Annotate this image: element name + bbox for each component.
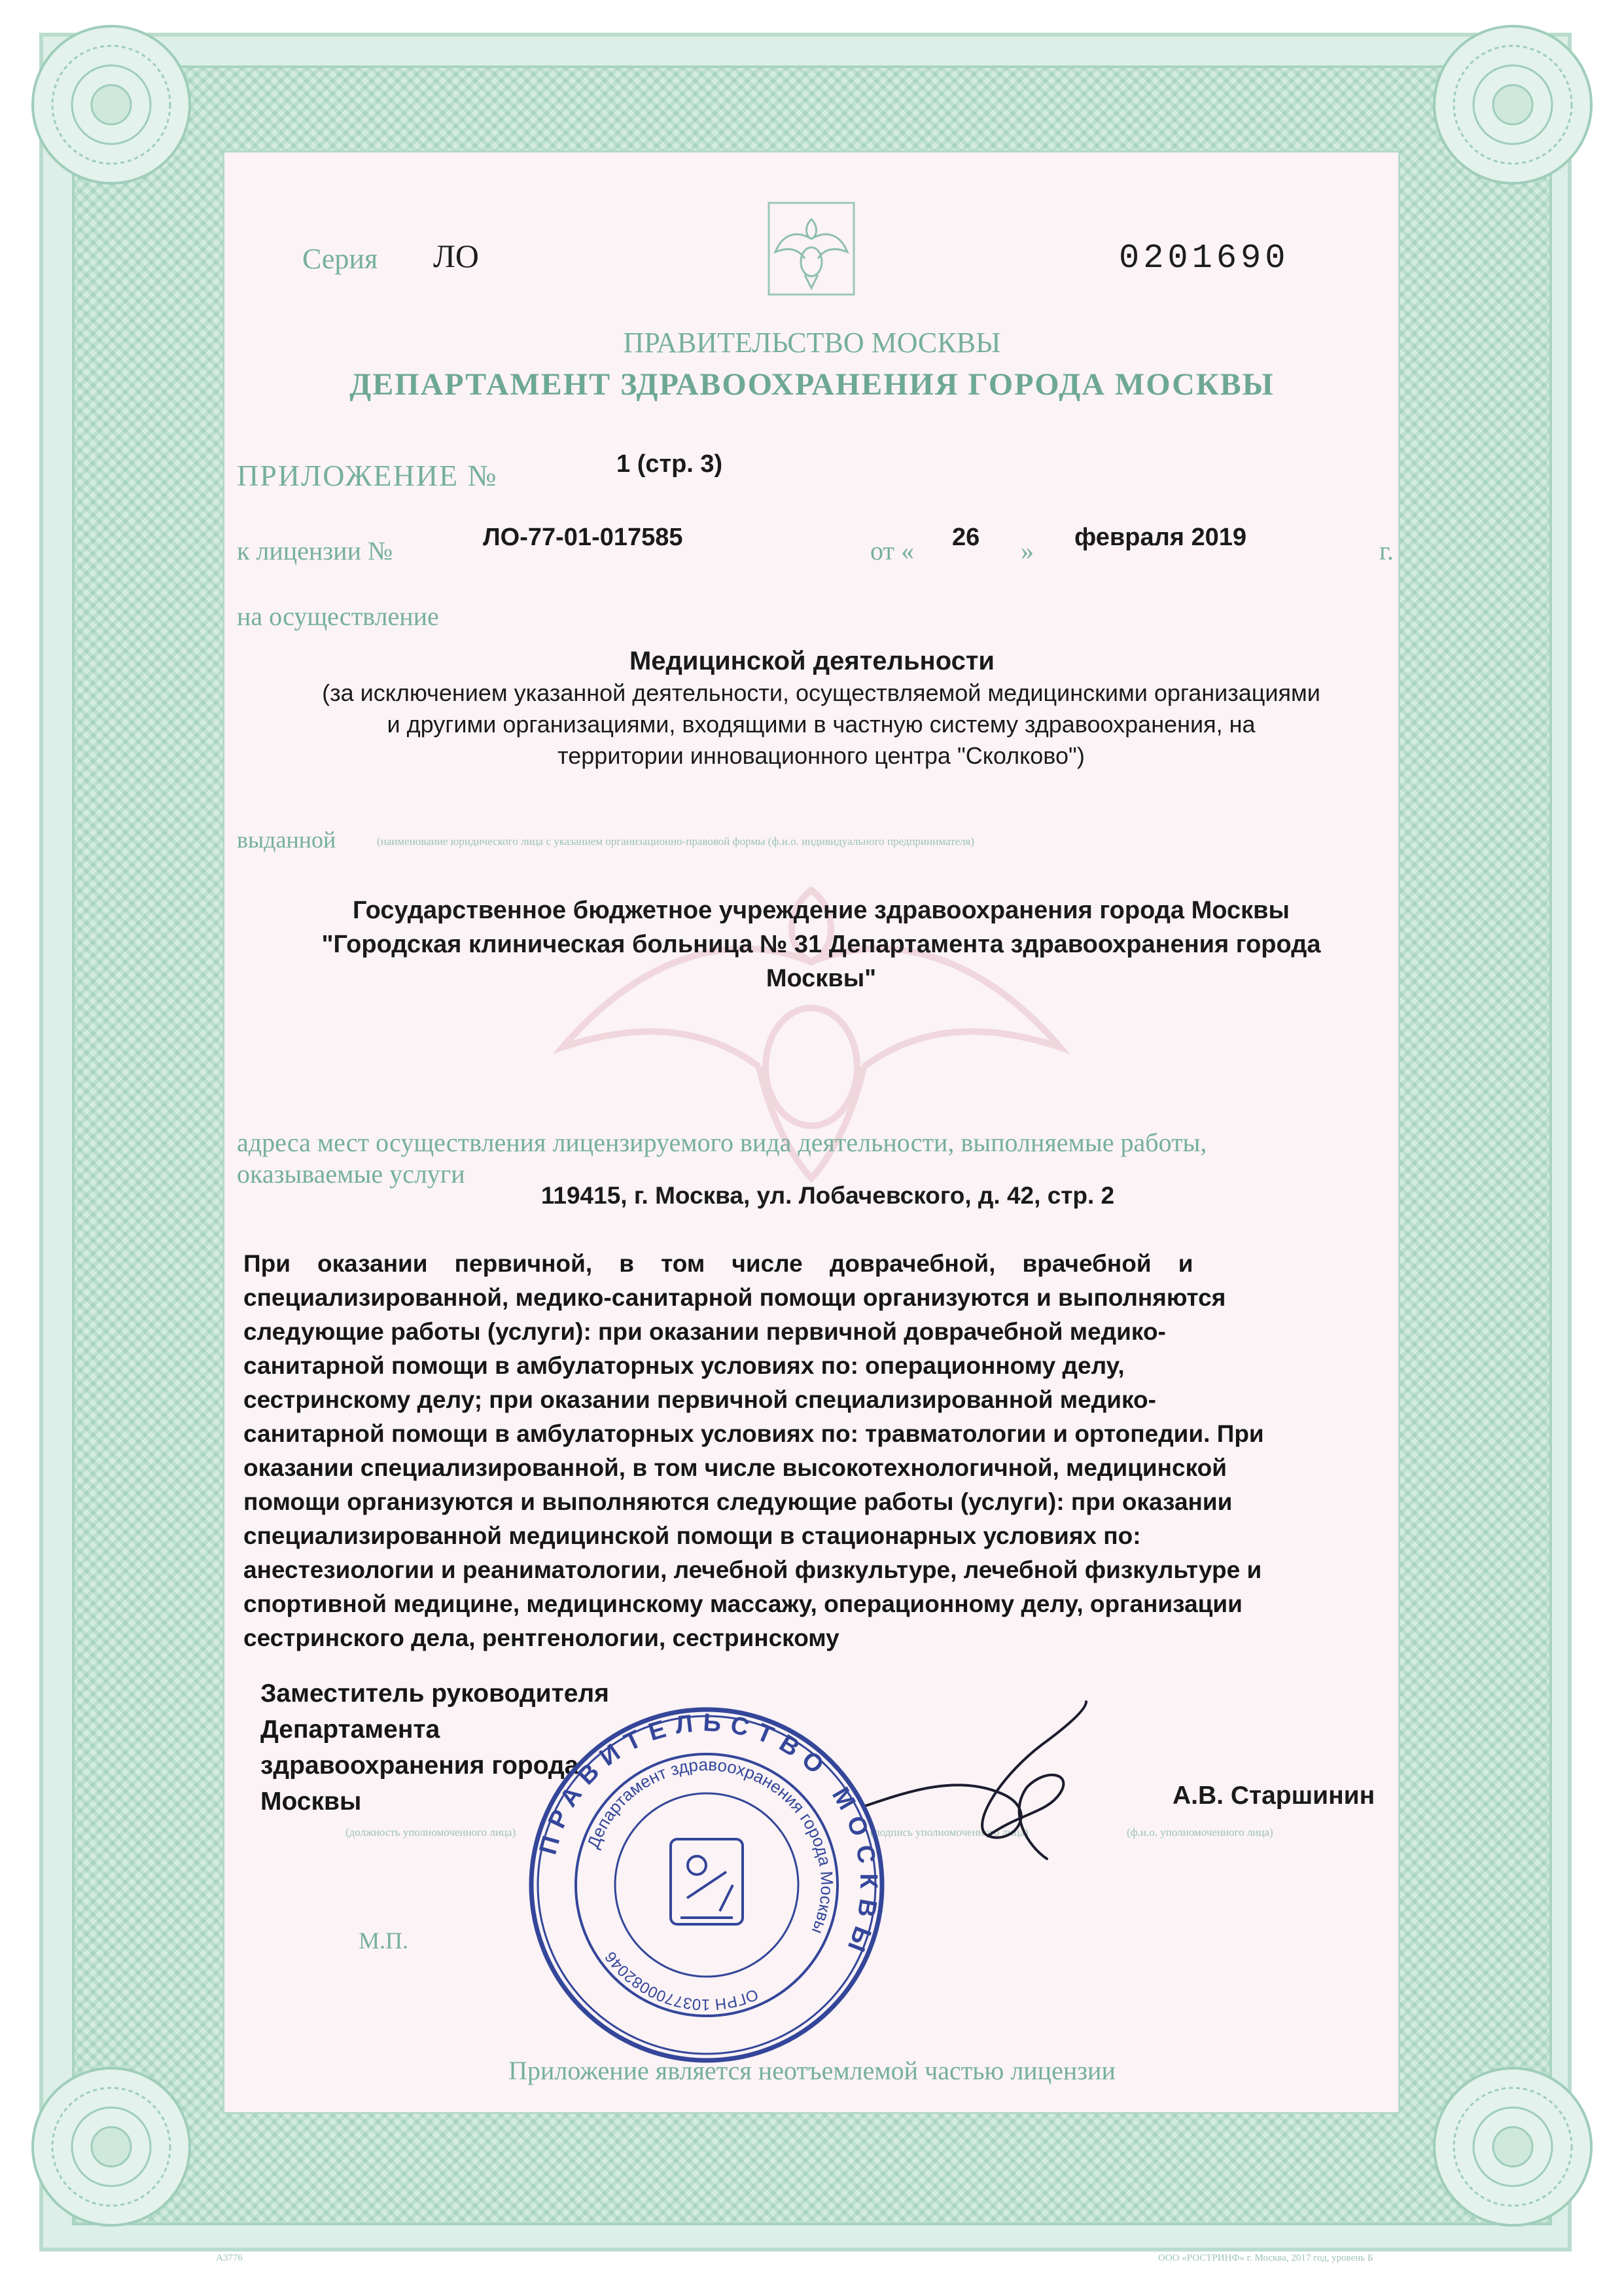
address-value: 119415, г. Москва, ул. Лобачевского, д. 42, стр. 2 (540, 1182, 1115, 1209)
services-line: сестринскому делу; при оказании первичной специализированной медико- (243, 1386, 1156, 1413)
signatory-name: А.В. Старшинин (1173, 1782, 1375, 1810)
services-line: спортивной медицине, медицинскому массажу, операционному делу, организации (243, 1590, 1243, 1617)
services-line: специализированной, медико-санитарной помощи организуются и выполняются (243, 1284, 1226, 1311)
coat-of-arms-russia-icon (766, 200, 857, 298)
position-hint: (должность уполномоченного лица) (345, 1826, 516, 1839)
signature-hint: (подпись уполномоченного лица) (870, 1826, 1029, 1839)
license-label: к лицензии № (237, 536, 393, 565)
appendix-number: 1 (стр. 3) (616, 450, 723, 478)
organization-line: "Городская клиническая больница № 31 Департамента здравоохранения города (321, 931, 1321, 958)
organization-line: Москвы" (766, 965, 877, 992)
printer-note: ООО «РОСТРИНФ» г. Москва, 2017 год, уровень Б (1158, 2253, 1373, 2263)
services-line: сестринского дела, рентгенологии, сестринскому (243, 1624, 839, 1651)
services-paragraph (243, 1247, 1415, 1655)
activity-label: на осуществление (237, 601, 439, 631)
license-day: 26 (952, 524, 980, 551)
services-line: При оказании первичной, в том числе доврачебной, врачебной и (243, 1250, 1193, 1277)
corner-rosette-icon (26, 20, 196, 190)
corner-rosette-icon (26, 2062, 196, 2232)
corner-rosette-icon (1428, 20, 1598, 190)
name-hint: (ф.и.о. уполномоченного лица) (1127, 1826, 1273, 1839)
license-day-suffix: » (1021, 536, 1034, 565)
issued-to-hint: (наименование юридического лица с указанием организационно-правовой формы (ф.и.о. индивидуального предпринимателя) (377, 835, 975, 848)
activity-note-line: территории инновационного центра "Сколково") (557, 742, 1085, 769)
signatory-title-line: здравоохранения города (260, 1751, 579, 1780)
address-label-2: оказываемые услуги (237, 1159, 465, 1189)
license-date-prefix: от « (870, 536, 914, 565)
issued-to-label: выданной (237, 827, 336, 853)
activity-title: Медицинской деятельности (629, 647, 995, 675)
footer-left-code: А3776 (216, 2253, 243, 2263)
signatory-title-line: Департамента (260, 1715, 440, 1744)
license-month-year: февраля 2019 (1074, 524, 1246, 551)
activity-note-line: (за исключением указанной деятельности, осуществляемой медицинскими организациями (322, 679, 1320, 706)
official-stamp (523, 1702, 890, 2068)
form-number: 0201690 (1119, 239, 1290, 278)
department-title: ДЕПАРТАМЕНТ ЗДРАВООХРАНЕНИЯ ГОРОДА МОСКВЫ (349, 367, 1275, 402)
stamp-place-label: М.П. (359, 1928, 409, 1954)
services-line: оказании специализированной, в том числе высокотехнологичной, медицинской (243, 1454, 1227, 1481)
license-number: ЛО-77-01-017585 (483, 524, 683, 551)
services-line: анестезиологии и реаниматологии, лечебной физкультуре, лечебной физкультуре и (243, 1556, 1262, 1583)
svg-text:Департамент здравоохранения го (583, 1755, 837, 1937)
footer-note: Приложение является неотъемлемой частью лицензии (508, 2056, 1116, 2085)
activity-note-line: и другими организациями, входящими в частную систему здравоохранения, на (387, 711, 1256, 738)
series-label: Серия (302, 243, 378, 275)
stamp-inner-text: Департамент здравоохранения города Москвы (582, 1754, 838, 1937)
handwritten-signature (851, 1695, 1152, 1865)
appendix-label: ПРИЛОЖЕНИЕ № (237, 459, 498, 492)
government-title: ПРАВИТЕЛЬСТВО МОСКВЫ (623, 327, 1001, 359)
organization-line: Государственное бюджетное учреждение здравоохранения города Москвы (353, 897, 1290, 924)
corner-rosette-icon (1428, 2062, 1598, 2232)
services-line: помощи организуются и выполняются следующие работы (услуги): при оказании (243, 1488, 1233, 1515)
stamp-outer-text: ПРАВИТЕЛЬСТВО МОСКВЫ (534, 1709, 883, 1964)
services-line: специализированной медицинской помощи в стационарных условиях по: (243, 1522, 1141, 1549)
address-label: адреса мест осуществления лицензируемого вида деятельности, выполняемые работы, (237, 1128, 1207, 1157)
services-line: санитарной помощи в амбулаторных условиях по: операционному делу, (243, 1352, 1125, 1379)
signatory-title-line: Заместитель руководителя (260, 1679, 609, 1708)
stamp-ogrn: ОГРН 1037700082046 (601, 1948, 761, 2014)
signatory-title-line: Москвы (260, 1787, 362, 1816)
series-value: ЛО (433, 238, 480, 274)
license-year-suffix: г. (1379, 536, 1394, 565)
services-line: следующие работы (услуги): при оказании первичной доврачебной медико- (243, 1318, 1166, 1345)
svg-text:ОГРН 1037700082046 (601, 1948, 760, 2013)
services-line: санитарной помощи в амбулаторных условиях по: травматологии и ортопедии. При (243, 1420, 1264, 1447)
